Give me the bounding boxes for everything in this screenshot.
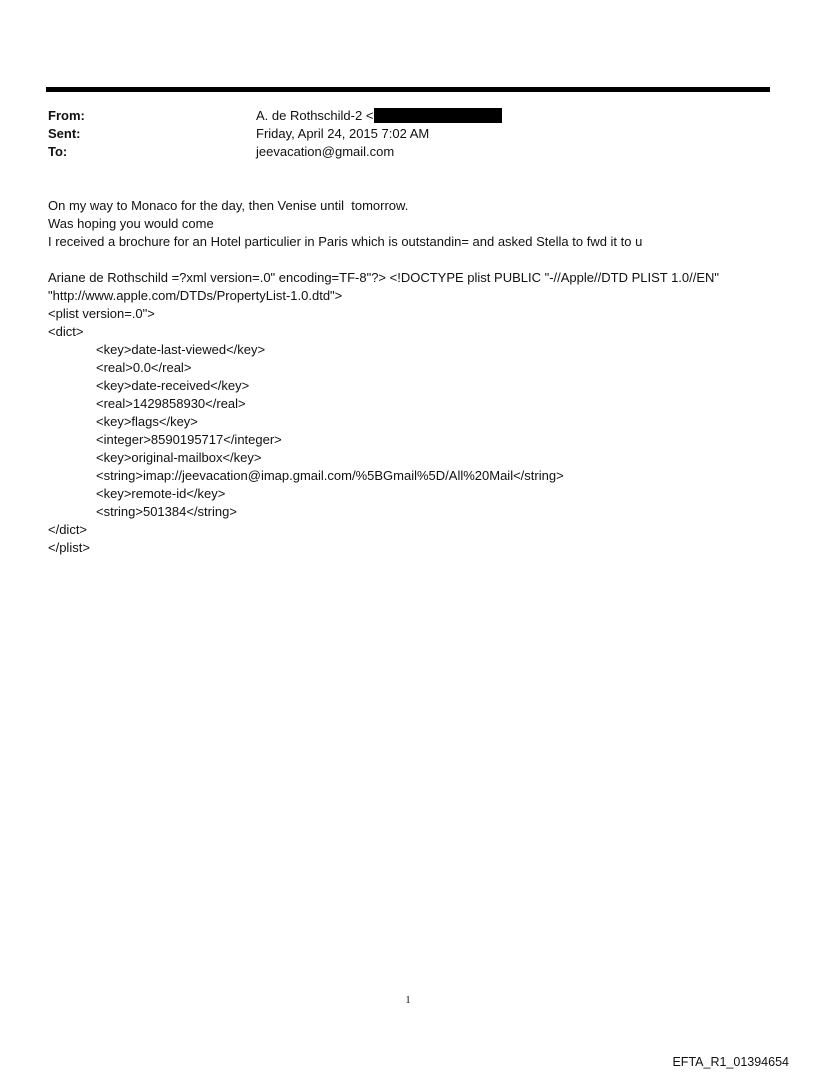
plist-line: <dict> xyxy=(48,324,84,339)
message-body xyxy=(48,197,788,557)
to-label: To: xyxy=(48,144,68,159)
dict-line: <string>imap://jeevacation@imap.gmail.com/%5BGmail%5D/All%20Mail</string> xyxy=(96,468,564,483)
plist-line: </plist> xyxy=(48,540,90,555)
dict-line: <key>date-received</key> xyxy=(96,378,250,393)
body-line: I received a brochure for an Hotel particulier in Paris which is outstandin= and asked Stella to fwd it to u xyxy=(48,234,643,249)
dict-line: <real>1429858930</real> xyxy=(96,396,246,411)
sent-value: Friday, April 24, 2015 7:02 AM xyxy=(256,126,430,141)
dict-line: <key>date-last-viewed</key> xyxy=(96,342,266,357)
from-value xyxy=(256,107,502,125)
dict-line: <key>original-mailbox</key> xyxy=(96,450,262,465)
dict-line: <integer>8590195717</integer> xyxy=(96,432,282,447)
from-name: A. de Rothschild-2 < xyxy=(256,108,374,123)
plist-line: <plist version=.0"> xyxy=(48,306,155,321)
dict-line: <real>0.0</real> xyxy=(96,360,192,375)
body-line: Was hoping you would come xyxy=(48,216,214,231)
blank-line xyxy=(48,251,788,269)
plist-line: </dict> xyxy=(48,522,88,537)
from-label: From: xyxy=(48,108,85,123)
page-number: 1 xyxy=(405,994,411,1006)
sent-label: Sent: xyxy=(48,126,81,141)
signature-line: Ariane de Rothschild =?xml version=.0" encoding=TF-8"?> <!DOCTYPE plist PUBLIC "-//Apple//DTD PLIST 1.0//EN" xyxy=(48,270,720,285)
dict-line: <string>501384</string> xyxy=(96,504,237,519)
body-line: On my way to Monaco for the day, then Venise until tomorrow. xyxy=(48,198,409,213)
header-rule xyxy=(46,87,770,92)
dict-line: <key>flags</key> xyxy=(96,414,198,429)
to-value: jeevacation@gmail.com xyxy=(256,144,395,159)
redaction-box xyxy=(374,108,502,123)
signature-line: "http://www.apple.com/DTDs/PropertyList-1.0.dtd"> xyxy=(48,288,343,303)
dict-line: <key>remote-id</key> xyxy=(96,486,226,501)
document-id: EFTA_R1_01394654 xyxy=(672,1055,789,1069)
